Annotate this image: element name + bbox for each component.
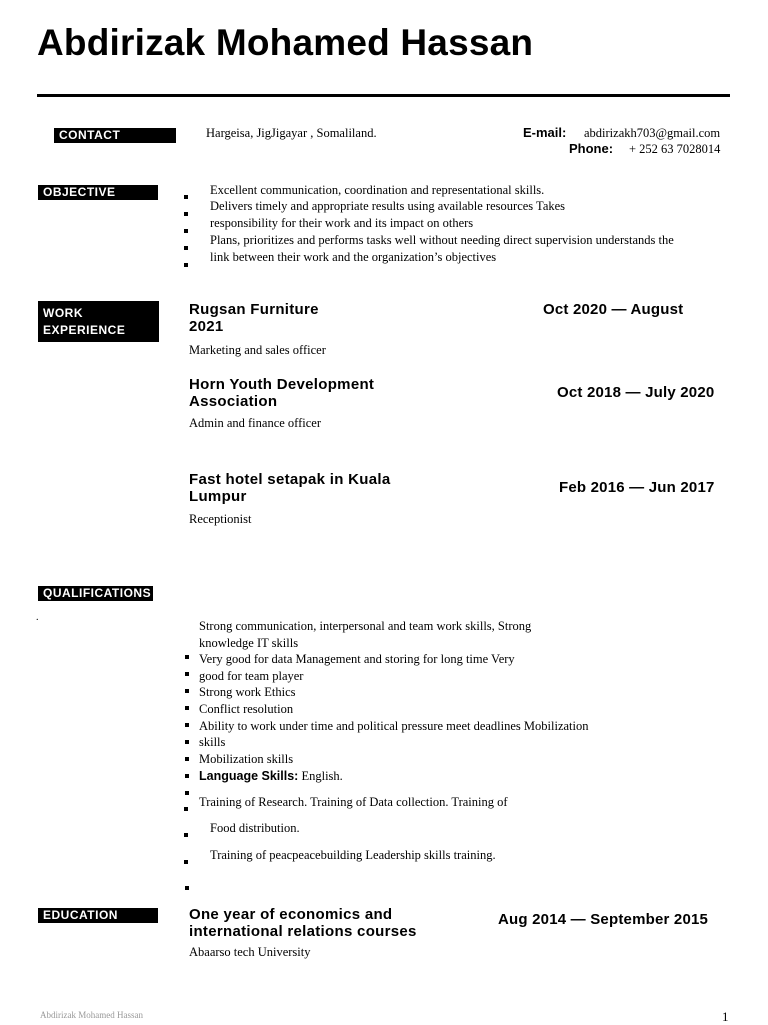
phone-value: + 252 63 7028014 [629,142,721,156]
job-title-line: 2021 [189,318,224,335]
education-title-line: international relations courses [189,923,417,940]
qualification-item: Strong work Ethics [199,685,296,700]
bullet-icon [185,697,189,715]
section-label-contact: CONTACT [54,128,176,143]
job-title [189,471,391,505]
job-date: Oct 2020 — August [543,301,684,318]
job-role: Admin and finance officer [189,416,322,430]
qualification-item: Strong communication, interpersonal and team work skills, Strong [199,619,532,633]
qualification-list [199,618,589,767]
bullet-icon [185,877,189,895]
language-skills [199,767,343,785]
objective-item: Plans, prioritizes and performs tasks well without needing direct supervision understands the [210,233,674,247]
section-label-line: EXPERIENCE [43,323,126,337]
bullet-icon [184,203,188,221]
job-title [189,301,319,335]
resume-name: Abdirizak Mohamed Hassan [37,22,534,63]
education-date: Aug 2014 — September 2015 [498,911,709,928]
job-role: Receptionist [189,512,252,526]
bullet-icon [184,851,188,869]
qualification-item: Mobilization skills [199,751,294,766]
qualification-item: skills [199,735,226,750]
objective-item: responsibility for their work and its impact on others [210,216,474,230]
objective-item: Excellent communication, coordination and representational skills. [210,183,545,197]
section-label-education: EDUCATION [38,908,158,923]
objective-item: link between their work and the organization’s objectives [210,250,497,264]
training-item: Food distribution. [210,821,300,835]
bullet-icon [185,680,189,698]
section-label-line: WORK [43,306,83,320]
qualification-item: Ability to work under time and political pressure meet deadlines Mobilization [199,718,589,733]
objective-item: Delivers timely and appropriate results using available resources Takes [210,199,566,213]
job-date: Feb 2016 — Jun 2017 [559,479,715,496]
qualification-item: good for team player [199,668,304,683]
stray-dot: . [36,612,39,623]
bullet-icon [185,714,189,732]
bullet-icon [184,254,188,272]
job-title-line: Fast hotel setapak in Kuala [189,471,391,488]
job-role: Marketing and sales officer [189,343,326,357]
job-title-line: Association [189,393,278,410]
job-title [189,376,374,410]
bullet-icon [185,646,189,664]
contact-address: Hargeisa, JigJigayar , Somaliland. [206,126,377,140]
job-title-line: Rugsan Furniture [189,301,319,318]
footer-name: Abdirizak Mohamed Hassan [40,1010,143,1020]
job-title-line: Lumpur [189,488,247,505]
section-label-objective: OBJECTIVE [38,185,158,200]
qualification-item: Very good for data Management and storing for long time Very [199,652,515,667]
education-school: Abaarso tech University [189,945,311,959]
section-label-qualifications: QUALIFICATIONS [38,586,153,601]
training-item: Training of Research. Training of Data collection. Training of [199,795,508,809]
page-number: 1 [722,1009,729,1024]
bullet-icon [184,824,188,842]
email-label: E-mail: [523,125,567,140]
qualification-item: knowledge IT skills [199,635,299,650]
language-skills-value: English. [298,769,343,783]
bullet-icon [185,663,189,681]
job-title-line: Horn Youth Development [189,376,375,393]
bullet-icon [185,731,189,749]
bullet-icon [185,748,189,766]
education-title [189,906,417,940]
job-date: Oct 2018 — July 2020 [557,384,715,401]
qualification-item: Conflict resolution [199,701,294,716]
bullet-icon [184,186,188,204]
bullet-icon [184,220,188,238]
header-divider [37,94,730,97]
phone-label: Phone: [569,141,614,156]
section-label-work-experience [38,301,159,342]
bullet-icon [184,798,188,816]
education-title-line: One year of economics and [189,906,393,923]
training-item: Training of peacpeacebuilding Leadership skills training. [210,848,496,862]
bullet-icon [185,765,189,783]
language-skills-label: Language Skills: [199,769,299,783]
email-value[interactable]: abdirizakh703@gmail.com [584,126,721,140]
bullet-icon [184,237,188,255]
